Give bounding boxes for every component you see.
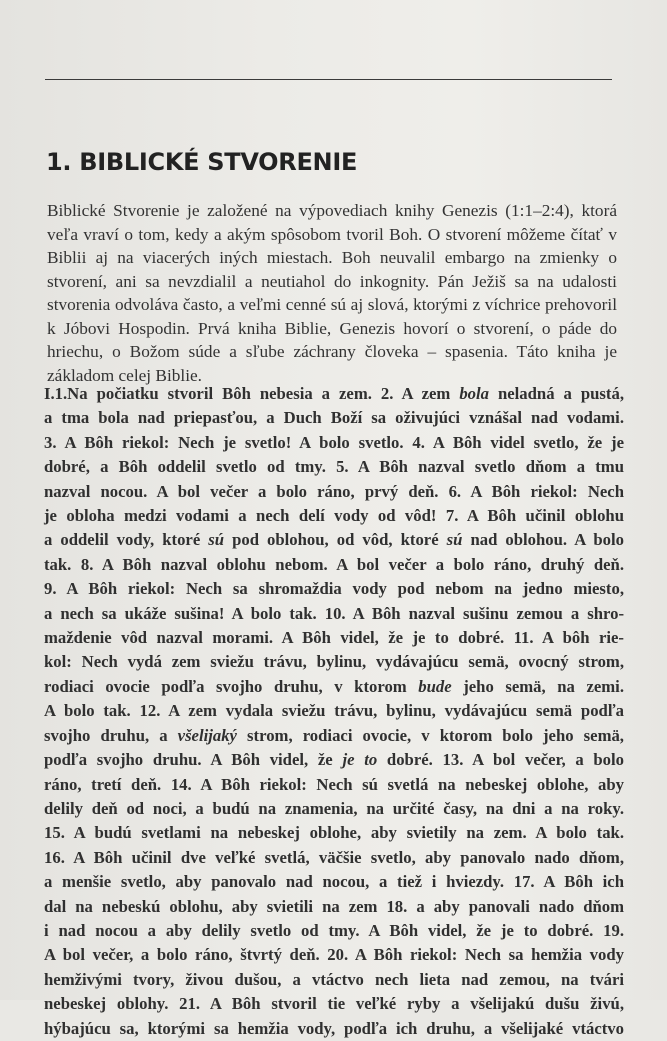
verse-line: nebeskej oblohy. 21. A Bôh stvoril tie veľké ryby a všelijakú dušu živú, bbox=[44, 994, 624, 1014]
verse-line: I.1.Na počiatku stvoril Bôh nebesia a zem. 2. A zem bola neladná a pustá, bbox=[44, 384, 625, 403]
chapter-title: 1. BIBLICKÉ STVORENIE bbox=[46, 148, 358, 176]
verse-line: nazval nocou. A bol večer a bolo ráno, prvý deň. 6. A Bôh riekol: Nech bbox=[44, 481, 624, 501]
verse-line: delily deň od noci, a budú na znamenia, na určité časy, na dni a na roky. bbox=[44, 798, 624, 818]
verse-line: i nad nocou a aby delily svetlo od tmy. A Bôh videl, že je to dobré. 19. bbox=[44, 920, 624, 940]
verse-line: dal na nebeskú oblohu, aby svietili na zem 18. a aby panovali nado dňom bbox=[44, 896, 624, 916]
verse-line: podľa svojho druhu. A Bôh videl, že je to dobré. 13. A bol večer, a bolo bbox=[44, 750, 625, 770]
verse-line: ráno, tretí deň. 14. A Bôh riekol: Nech sú svetlá na nebeskej oblohe, aby bbox=[44, 774, 624, 794]
verse-line: 16. A Bôh učinil dve veľké svetlá, väčšie svetlo, aby panovalo nado dňom, bbox=[44, 847, 624, 867]
verse-line: A bol večer, a bolo ráno, štvrtý deň. 20. A Bôh riekol: Nech sa hemžia vody bbox=[44, 945, 624, 965]
intro-paragraph: Biblické Stvorenie je založené na výpovediach knihy Genezis (1:1–2:4), ktorá veľa vraví o tom, kedy a akým spôsobom tvoril Boh. O stvorení môžeme čítať v Biblii aj na viacerých iných miestach. Boh neuvalil embargo na zmienky o stvorení, ani sa nevzdialil a neutiahol do inkognity. Pán Ježiš sa na udalosti stvorenia odvoláva často, a veľmi cenné sú aj slová, ktorými z víchrice prehovoril k Jóbovi Hospodin. Prvá kniha Biblie, Genezis hovorí o stvorení, o páde do hriechu, o Božom súde a sľube záchrany človeka – spasenia. Táto kniha je základom celej Biblie. bbox=[47, 201, 617, 385]
scripture-verses bbox=[44, 382, 624, 1041]
verse-line: rodiaci ovocie podľa svojho druhu, v ktorom bude jeho semä, na zemi. bbox=[44, 676, 624, 696]
verse-line: a tma bola nad priepasťou, a Duch Boží sa oživujúci vznášal nad vodami. bbox=[44, 408, 624, 428]
verse-line: 9. A Bôh riekol: Nech sa shromaždia vody pod nebom na jedno miesto, bbox=[44, 579, 624, 599]
verse-line: a menšie svetlo, aby panovalo nad nocou, a tiež i hviezdy. 17. A Bôh ich bbox=[44, 872, 624, 892]
verse-line: a oddelil vody, ktoré sú pod oblohou, od vôd, ktoré sú nad oblohou. A bolo bbox=[44, 530, 624, 550]
verse-line: kol: Nech vydá zem sviežu trávu, bylinu, vydávajúcu semä, ovocný strom, bbox=[44, 652, 624, 672]
verse-line: hemživými tvory, živou dušou, a vtáctvo nech lieta nad zemou, na tvári bbox=[44, 969, 624, 989]
verse-line: 15. A budú svetlami na nebeskej oblohe, aby svietily na zem. A bolo tak. bbox=[44, 823, 624, 843]
verse-line: dobré, a Bôh oddelil svetlo od tmy. 5. A Bôh nazval svetlo dňom a tmu bbox=[44, 457, 624, 477]
verse-line: je obloha medzi vodami a nech delí vody od vôd! 7. A Bôh učinil oblohu bbox=[44, 506, 624, 526]
verse-line: A bolo tak. 12. A zem vydala sviežu trávu, bylinu, vydávajúcu semä podľa bbox=[44, 701, 624, 721]
header-rule bbox=[45, 79, 612, 80]
verse-line: hýbajúcu sa, ktorými sa hemžia vody, podľa ich druhu, a všelijaké vtáctvo bbox=[44, 1018, 624, 1038]
verse-line: a nech sa ukáže sušina! A bolo tak. 10. A Bôh nazval sušinu zemou a shro- bbox=[44, 603, 624, 623]
verse-line: maždenie vôd nazval morami. A Bôh videl, že je to dobré. 11. A bôh rie- bbox=[44, 628, 624, 648]
verse-line: svojho druhu, a všelijaký strom, rodiaci ovocie, v ktorom bolo jeho semä, bbox=[44, 725, 624, 745]
verse-line: 3. A Bôh riekol: Nech je svetlo! A bolo svetlo. 4. A Bôh videl svetlo, že je bbox=[44, 432, 624, 452]
verse-line: tak. 8. A Bôh nazval oblohu nebom. A bol večer a bolo ráno, druhý deň. bbox=[44, 554, 624, 574]
